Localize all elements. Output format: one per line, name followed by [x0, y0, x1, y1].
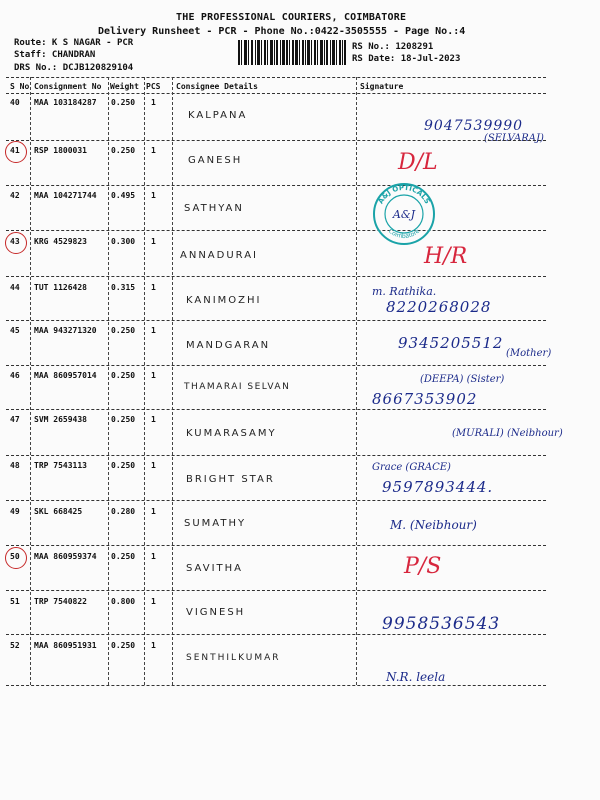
divider-consignee: [356, 77, 357, 685]
signature-name: m. Rathika.: [372, 285, 437, 298]
barcode-icon: [238, 40, 346, 65]
consignee-name: MANDGARAN: [186, 340, 271, 351]
sno: 42: [10, 191, 20, 200]
row-divider: [6, 320, 546, 321]
consignee-name: THAMARAI SELVAN: [184, 382, 291, 392]
consignee-name: KUMARASAMY: [186, 428, 277, 439]
sno: 41: [10, 146, 20, 155]
weight: 0.250: [111, 146, 136, 155]
row-divider: [6, 365, 546, 366]
consignee-name: SATHYAN: [184, 203, 244, 214]
company-title: THE PROFESSIONAL COURIERS, COIMBATORE: [176, 12, 407, 23]
signature-name: (SELVARAJ): [484, 133, 544, 144]
sno: 40: [10, 98, 20, 107]
pcs: 1: [151, 461, 156, 470]
row-43-circle-mark: [5, 232, 27, 254]
consignee-name: GANESH: [188, 155, 243, 166]
pcs: 1: [151, 415, 156, 424]
divider-consignment: [108, 77, 109, 685]
runsheet-subtitle: Delivery Runsheet - PCR - Phone No.:0422-3505555 - Page No.:4: [98, 26, 466, 37]
weight: 0.250: [111, 371, 136, 380]
divider-sno: [30, 77, 31, 685]
pcs: 1: [151, 283, 156, 292]
sno: 43: [10, 237, 20, 246]
sno: 45: [10, 326, 20, 335]
row-divider: [6, 409, 546, 410]
sno: 50: [10, 552, 20, 561]
row-50-circle-mark: [5, 547, 27, 569]
note-ps: P/S: [404, 554, 442, 579]
col-header-pcs: PCS: [146, 82, 161, 91]
stamp-bottom-text: Coimbatore: [386, 227, 422, 241]
divider-pcs: [172, 77, 173, 685]
col-header-sno: S No: [10, 82, 30, 91]
stamp-top-text: A&J OPTICALS: [376, 183, 432, 206]
consignment-no: TRP 7540822: [34, 597, 87, 606]
signature-phone: 9958536543: [382, 614, 501, 634]
sno: 46: [10, 371, 20, 380]
consignment-no: TUT 1126428: [34, 283, 87, 292]
consignment-no: MAA 860957014: [34, 371, 97, 380]
row-divider: [6, 685, 546, 686]
consignee-name: BRIGHT STAR: [186, 474, 275, 485]
pcs: 1: [151, 237, 156, 246]
row-divider: [6, 455, 546, 456]
consignee-name: ANNADURAI: [180, 250, 258, 261]
pcs: 1: [151, 552, 156, 561]
weight: 0.300: [111, 237, 136, 246]
signature-name: N.R. leela: [386, 670, 446, 684]
col-header-consignment: Consignment No: [34, 82, 102, 91]
header-bottom-rule: [6, 93, 546, 94]
consignee-name: SENTHILKUMAR: [186, 653, 281, 663]
weight: 0.495: [111, 191, 136, 200]
pcs: 1: [151, 641, 156, 650]
consignment-no: RSP 1800031: [34, 146, 87, 155]
rs-number: RS No.: 1208291: [352, 42, 434, 52]
col-header-consignee: Consignee Details: [176, 82, 258, 91]
weight: 0.315: [111, 283, 136, 292]
stamp-center-text: A&J: [392, 208, 416, 221]
pcs: 1: [151, 507, 156, 516]
consignment-no: SKL 668425: [34, 507, 83, 516]
consignment-no: KRG 4529823: [34, 237, 87, 246]
signature-phone: 9345205512: [398, 334, 504, 352]
weight: 0.250: [111, 461, 136, 470]
row-divider: [6, 140, 546, 141]
row-divider: [6, 590, 546, 591]
consignment-no: TRP 7543113: [34, 461, 87, 470]
consignee-name: KALPANA: [188, 110, 248, 121]
sno: 44: [10, 283, 20, 292]
pcs: 1: [151, 371, 156, 380]
row-divider: [6, 230, 546, 231]
consignee-name: SUMATHY: [184, 518, 247, 529]
sno: 49: [10, 507, 20, 516]
note-hr: H/R: [424, 244, 468, 269]
row-divider: [6, 185, 546, 186]
row-divider: [6, 545, 546, 546]
drs-number: DRS No.: DCJB120829104: [14, 63, 134, 73]
pcs: 1: [151, 597, 156, 606]
signature-phone: 8220268028: [386, 298, 492, 316]
weight: 0.250: [111, 641, 136, 650]
header-top-rule: [6, 77, 546, 78]
consignee-name: VIGNESH: [186, 607, 246, 618]
consignment-no: MAA 860959374: [34, 552, 97, 561]
col-header-signature: Signature: [360, 82, 404, 91]
route-label: Route: K S NAGAR - PCR: [14, 38, 134, 48]
pcs: 1: [151, 146, 156, 155]
row-41-circle-mark: [5, 141, 27, 163]
sno: 51: [10, 597, 20, 606]
pcs: 1: [151, 98, 156, 107]
consignee-name: KANIMOZHI: [186, 295, 262, 306]
signature-name: M. (Neibhour): [390, 518, 477, 532]
consignee-name: SAVITHA: [186, 563, 243, 574]
note-dl: D/L: [398, 150, 438, 175]
sno: 52: [10, 641, 20, 650]
consignment-no: MAA 104271744: [34, 191, 97, 200]
divider-weight: [144, 77, 145, 685]
svg-text:Coimbatore: [387, 227, 421, 240]
signature-name: (Mother): [506, 348, 552, 359]
weight: 0.280: [111, 507, 136, 516]
signature-name: Grace (GRACE): [372, 462, 451, 473]
weight: 0.250: [111, 326, 136, 335]
signature-name: (DEEPA) (Sister): [420, 374, 505, 385]
consignment-no: MAA 103184287: [34, 98, 97, 107]
pcs: 1: [151, 191, 156, 200]
row-divider: [6, 634, 546, 635]
row-divider: [6, 500, 546, 501]
signature-name: (MURALI) (Neibhour): [452, 428, 563, 439]
signature-phone: 8667353902: [372, 390, 478, 408]
pcs: 1: [151, 326, 156, 335]
col-header-weight: Weight: [110, 82, 139, 91]
weight: 0.250: [111, 98, 136, 107]
signature-phone: 9047539990: [424, 118, 524, 134]
weight: 0.250: [111, 415, 136, 424]
weight: 0.800: [111, 597, 136, 606]
sno: 47: [10, 415, 20, 424]
optical-shop-stamp-icon: [372, 182, 436, 246]
staff-label: Staff: CHANDRAN: [14, 50, 96, 60]
rs-date: RS Date: 18-Jul-2023: [352, 54, 461, 64]
weight: 0.250: [111, 552, 136, 561]
row-divider: [6, 276, 546, 277]
signature-phone: 9597893444.: [382, 478, 494, 496]
consignment-no: MAA 943271320: [34, 326, 97, 335]
consignment-no: MAA 860951931: [34, 641, 97, 650]
consignment-no: SVM 2659438: [34, 415, 87, 424]
sno: 48: [10, 461, 20, 470]
